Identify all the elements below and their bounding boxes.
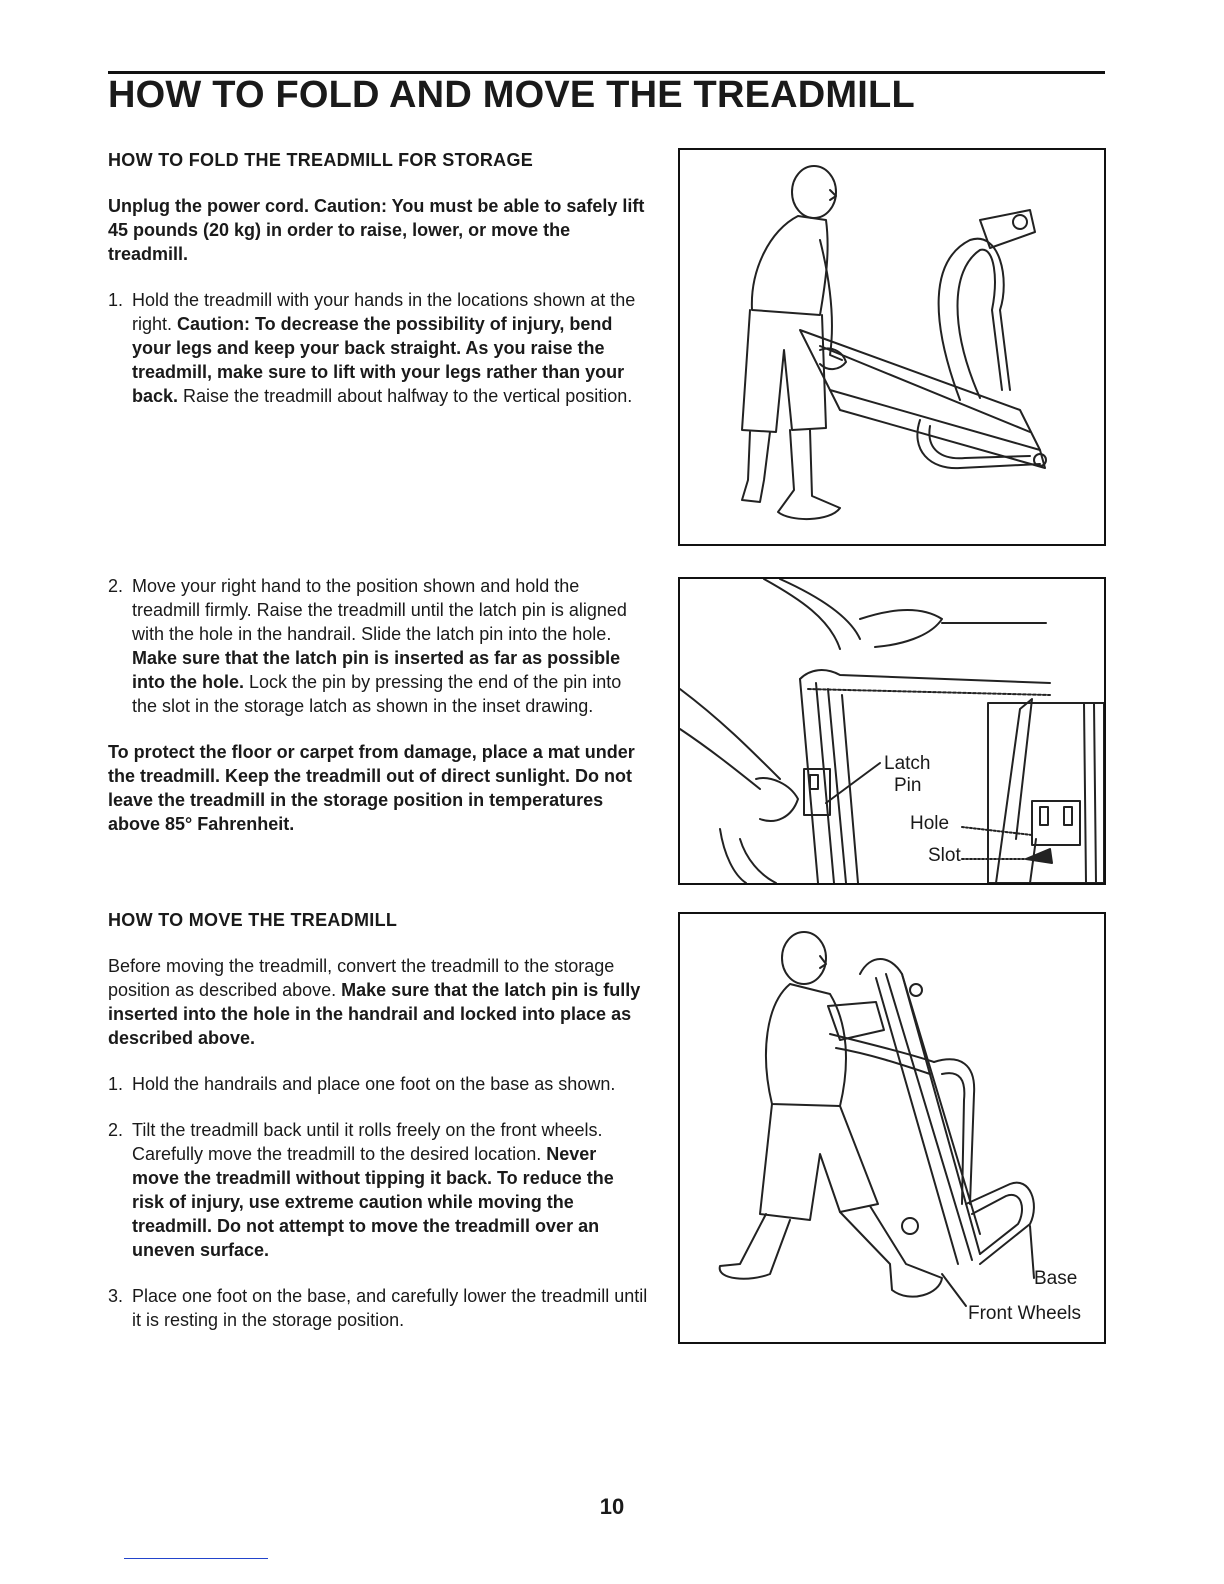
- step-text: Hold the handrails and place one foot on the base as shown.: [132, 1074, 616, 1094]
- front-wheels-label: Front Wheels: [968, 1303, 1081, 1324]
- figure-move-treadmill: [678, 912, 1106, 1344]
- hole-label: Hole: [910, 813, 950, 834]
- step-caution: Never move the treadmill without tipping it back. To reduce the risk of injury, use extreme caution while moving the treadmill. Do not attempt to move the treadmill over an uneven surface.: [132, 1144, 614, 1260]
- page-number: 10: [599, 1494, 625, 1519]
- step-text: Hold the treadmill with your hands in the locations shown at the right.: [132, 290, 636, 334]
- fold-warning: Unplug the power cord. Caution: You must be able to safely lift 45 pounds (20 kg) in order to raise, lower, or move the treadmill.: [108, 196, 645, 264]
- step-number: 2.: [108, 1120, 124, 1140]
- step-number: 2.: [108, 576, 124, 596]
- latch-label: Latch: [884, 753, 931, 774]
- figure-latch-pin: [678, 577, 1106, 885]
- move-step-2: [108, 1118, 648, 1262]
- step-text: Raise the treadmill about halfway to the vertical position.: [178, 386, 633, 406]
- fold-heading: HOW TO FOLD THE TREADMILL FOR STORAGE: [108, 150, 534, 170]
- footer-line: [124, 1558, 268, 1559]
- step-text: Lock the pin by pressing the end of the pin into the slot in the storage latch as shown in the inset drawing.: [132, 672, 622, 716]
- fold-step-2-section: [108, 574, 648, 836]
- move-section: [108, 908, 648, 1332]
- step-number: 3.: [108, 1286, 124, 1306]
- step-text: Place one foot on the base, and carefully lower the treadmill until it is resting in the storage position.: [132, 1286, 648, 1330]
- fold-step-1: [108, 288, 648, 408]
- step-text: Tilt the treadmill back until it rolls freely on the front wheels. Carefully move the treadmill to the desired location.: [132, 1120, 603, 1164]
- step-caution: Caution: To decrease the possibility of injury, bend your legs and keep your back straight. As you raise the treadmill, make sure to lift with your legs rather than your back.: [132, 314, 625, 406]
- step-number: 1.: [108, 1074, 124, 1094]
- slot-label: Slot: [928, 845, 961, 866]
- protect-note: To protect the floor or carpet from damage, place a mat under the treadmill. Keep the treadmill out of direct sunlight. Do not leave the treadmill in the storage position in temperatures above 85° Fahrenheit.: [108, 742, 635, 834]
- page-title: HOW TO FOLD AND MOVE THE TREADMILL: [108, 74, 915, 116]
- base-label: Base: [1034, 1268, 1078, 1289]
- pin-label: Pin: [894, 775, 922, 796]
- fold-section: [108, 148, 648, 408]
- move-heading: HOW TO MOVE THE TREADMILL: [108, 910, 398, 930]
- fold-step-2: [108, 574, 648, 718]
- lift-illustration: [680, 150, 1104, 544]
- move-step-3: [108, 1284, 648, 1332]
- step-number: 1.: [108, 290, 124, 310]
- step-text: Move your right hand to the position shown and hold the treadmill firmly. Raise the treadmill until the latch pin is aligned with the hole in the handrail. Slide the latch pin into the hole.: [132, 576, 627, 644]
- figure-lift-treadmill: [678, 148, 1106, 546]
- move-step-1: [108, 1072, 648, 1096]
- intro-text: Before moving the treadmill, convert the treadmill to the storage position as described above.: [108, 956, 615, 1000]
- latch-illustration: [680, 579, 1104, 883]
- intro-emphasis: Make sure that the latch pin is fully inserted into the hole in the handrail and locked into place as described above.: [108, 980, 641, 1048]
- move-intro: [108, 954, 648, 1050]
- step-emphasis: Make sure that the latch pin is inserted as far as possible into the hole.: [132, 648, 621, 692]
